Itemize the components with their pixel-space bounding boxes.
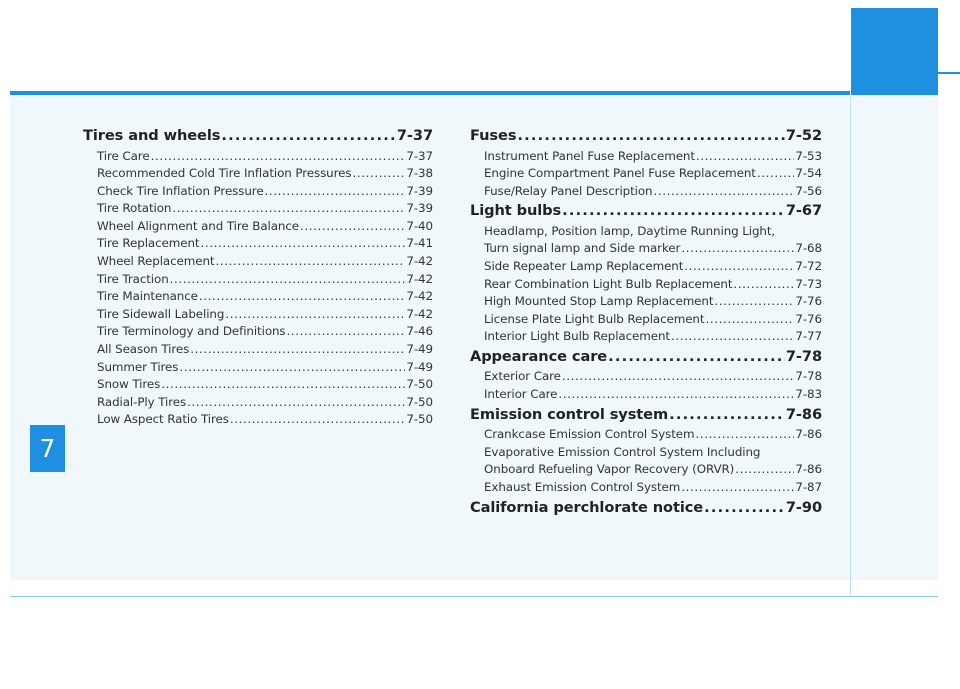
toc-subentry[interactable]: [470, 311, 822, 329]
toc-entry-title: Crankcase Emission Control System: [484, 427, 695, 442]
corner-color-tab: [851, 8, 938, 108]
dot-leader: [287, 323, 406, 341]
toc-entry-page: 7-40: [406, 218, 433, 233]
toc-subentry[interactable]: [83, 253, 433, 271]
toc-subentry[interactable]: [470, 183, 822, 201]
chapter-number-tab: 7: [30, 425, 65, 472]
toc-entry-page: 7-38: [406, 166, 433, 181]
dot-leader: [300, 218, 405, 236]
toc-subentry[interactable]: [470, 328, 822, 346]
toc-entry-title: Onboard Refueling Vapor Recovery (ORVR): [484, 462, 735, 477]
toc-subentry[interactable]: [83, 376, 433, 394]
dot-leader: [200, 235, 405, 253]
toc-entry-title: Tire Traction: [97, 271, 169, 286]
toc-entry-page: 7-42: [406, 306, 433, 321]
toc-entry-page: 7-76: [795, 311, 822, 326]
toc-subentry[interactable]: [470, 479, 822, 497]
toc-subentry[interactable]: [83, 183, 433, 201]
top-right-rule: [938, 72, 960, 74]
toc-subentry[interactable]: [470, 461, 822, 479]
toc-subentry[interactable]: [470, 444, 822, 462]
toc-entry-page: 7-72: [795, 258, 822, 273]
toc-entry-page: 7-37: [406, 148, 433, 163]
toc-entry-title: Tire Care: [97, 148, 150, 163]
toc-subentry[interactable]: [470, 276, 822, 294]
toc-subentry[interactable]: [470, 386, 822, 404]
dot-leader: [684, 258, 794, 276]
toc-entry-title: License Plate Light Bulb Replacement: [484, 311, 705, 326]
toc-entry-title: Instrument Panel Fuse Replacement: [484, 148, 695, 163]
dot-leader: [562, 368, 795, 386]
toc-entry-title: Snow Tires: [97, 377, 161, 392]
toc-entry-page: 7-90: [785, 498, 822, 516]
toc-entry-page: 7-87: [795, 479, 822, 494]
dot-leader: [757, 165, 795, 183]
toc-entry-title: Fuse/Relay Panel Description: [484, 183, 653, 198]
dot-leader: [187, 394, 405, 412]
margin-divider: [850, 95, 851, 597]
dot-leader: [352, 165, 405, 183]
dot-leader: [704, 497, 785, 520]
toc-column-left: [83, 125, 433, 429]
dot-leader: [653, 183, 794, 201]
toc-subentry[interactable]: [83, 200, 433, 218]
toc-entry-page: 7-83: [795, 387, 822, 402]
toc-entry-page: 7-49: [406, 359, 433, 374]
toc-entry-page: 7-54: [795, 166, 822, 181]
toc-subentry[interactable]: [470, 223, 822, 241]
toc-section-entry[interactable]: [470, 200, 822, 223]
toc-entry-page: 7-77: [795, 329, 822, 344]
toc-entry-title: Rear Combination Light Bulb Replacement: [484, 276, 733, 291]
toc-entry-page: 7-68: [795, 241, 822, 256]
dot-leader: [225, 306, 405, 324]
toc-entry-title: Check Tire Inflation Pressure: [97, 183, 264, 198]
toc-entry-title: Radial-Ply Tires: [97, 394, 187, 409]
toc-subentry[interactable]: [470, 426, 822, 444]
dot-leader: [735, 461, 794, 479]
toc-section-entry[interactable]: [470, 497, 822, 520]
dot-leader: [733, 276, 794, 294]
toc-entry-page: 7-37: [396, 127, 433, 144]
toc-subentry[interactable]: [83, 306, 433, 324]
toc-entry-title: Wheel Alignment and Tire Balance: [97, 218, 300, 233]
toc-subentry[interactable]: [83, 288, 433, 306]
toc-entry-title: Tires and wheels: [83, 127, 221, 144]
toc-entry-page: 7-67: [785, 202, 822, 220]
toc-entry-title: Fuses: [470, 127, 517, 144]
toc-entry-title: Tire Replacement: [97, 236, 200, 251]
toc-column-right: [470, 125, 822, 519]
toc-entry-title: Interior Light Bulb Replacement: [484, 329, 670, 344]
toc-entry-title: Side Repeater Lamp Replacement: [484, 258, 684, 273]
toc-subentry[interactable]: [470, 368, 822, 386]
toc-entry-page: 7-50: [406, 394, 433, 409]
dot-leader: [714, 293, 794, 311]
toc-entry-page: 7-41: [406, 236, 433, 251]
toc-subentry[interactable]: [470, 240, 822, 258]
toc-subentry[interactable]: [470, 293, 822, 311]
toc-entry-page: 7-73: [795, 276, 822, 291]
toc-subentry[interactable]: [470, 258, 822, 276]
toc-entry-page: 7-86: [795, 462, 822, 477]
dot-leader: [172, 200, 405, 218]
toc-entry-title: Wheel Replacement: [97, 254, 215, 269]
toc-entry-page: 7-52: [785, 127, 822, 144]
toc-entry-page: 7-42: [406, 271, 433, 286]
footer-rule: [10, 596, 938, 597]
dot-leader: [705, 311, 794, 329]
dot-leader: [671, 328, 794, 346]
toc-subentry[interactable]: [83, 394, 433, 412]
dot-leader: [517, 125, 784, 148]
toc-entry-title: Tire Maintenance: [97, 289, 198, 304]
toc-entry-title: Evaporative Emission Control System Including: [484, 444, 761, 459]
dot-leader: [265, 183, 406, 201]
toc-entry-title: Light bulbs: [470, 202, 562, 220]
toc-section-entry[interactable]: [470, 125, 822, 148]
toc-entry-page: 7-86: [785, 405, 822, 423]
toc-subentry[interactable]: [470, 165, 822, 183]
toc-entry-page: 7-78: [785, 347, 822, 365]
dot-leader: [696, 148, 795, 166]
toc-entry-page: 7-86: [795, 427, 822, 442]
toc-entry-title: Tire Sidewall Labeling: [97, 306, 225, 321]
toc-entry-page: 7-50: [406, 377, 433, 392]
toc-subentry[interactable]: [83, 271, 433, 289]
toc-entry-title: Appearance care: [470, 347, 608, 365]
dot-leader: [221, 125, 396, 148]
dot-leader: [562, 200, 785, 223]
toc-subentry[interactable]: [83, 165, 433, 183]
toc-entry-page: 7-78: [795, 369, 822, 384]
toc-entry-page: 7-42: [406, 254, 433, 269]
dot-leader: [161, 376, 405, 394]
toc-entry-title: Tire Rotation: [97, 201, 172, 216]
dot-leader: [669, 404, 785, 427]
dot-leader: [608, 346, 785, 369]
toc-entry-page: 7-39: [406, 201, 433, 216]
dot-leader: [190, 341, 405, 359]
toc-subentry[interactable]: [83, 235, 433, 253]
toc-section-entry[interactable]: [470, 346, 822, 369]
toc-entry-title: Exterior Care: [484, 369, 561, 384]
toc-subentry[interactable]: [83, 148, 433, 166]
dot-leader: [215, 253, 405, 271]
toc-subentry[interactable]: [83, 218, 433, 236]
toc-entry-page: 7-56: [795, 183, 822, 198]
toc-entry-title: High Mounted Stop Lamp Replacement: [484, 294, 714, 309]
toc-entry-title: All Season Tires: [97, 342, 190, 357]
toc-subentry[interactable]: [83, 359, 433, 377]
dot-leader: [199, 288, 406, 306]
toc-entry-title: Low Aspect Ratio Tires: [97, 412, 229, 427]
toc-entry-page: 7-53: [795, 148, 822, 163]
toc-subentry[interactable]: [83, 411, 433, 429]
toc-entry-page: 7-76: [795, 294, 822, 309]
toc-entry-title: Interior Care: [484, 387, 558, 402]
dot-leader: [151, 148, 406, 166]
dot-leader: [558, 386, 794, 404]
toc-entry-page: 7-42: [406, 289, 433, 304]
toc-subentry[interactable]: [83, 323, 433, 341]
toc-entry-title: Emission control system: [470, 405, 669, 423]
toc-entry-title: California perchlorate notice: [470, 498, 704, 516]
dot-leader: [681, 479, 794, 497]
toc-entry-page: 7-46: [406, 324, 433, 339]
toc-entry-title: Engine Compartment Panel Fuse Replacement: [484, 166, 756, 181]
toc-section-entry[interactable]: [83, 125, 433, 148]
toc-subentry[interactable]: [470, 148, 822, 166]
dot-leader: [170, 271, 406, 289]
dot-leader: [179, 359, 405, 377]
toc-subentry[interactable]: [83, 341, 433, 359]
toc-entry-page: 7-39: [406, 183, 433, 198]
toc-entry-page: 7-50: [406, 412, 433, 427]
dot-leader: [696, 426, 795, 444]
dot-leader: [681, 240, 794, 258]
toc-entry-title: Recommended Cold Tire Inflation Pressures: [97, 166, 352, 181]
toc-entry-title: Turn signal lamp and Side marker: [484, 241, 681, 256]
toc-entry-page: 7-49: [406, 342, 433, 357]
toc-entry-title: Tire Terminology and Definitions: [97, 324, 286, 339]
toc-entry-title: Headlamp, Position lamp, Daytime Running Light,: [484, 223, 776, 238]
dot-leader: [230, 411, 406, 429]
toc-section-entry[interactable]: [470, 404, 822, 427]
toc-entry-title: Summer Tires: [97, 359, 179, 374]
toc-entry-title: Exhaust Emission Control System: [484, 479, 681, 494]
